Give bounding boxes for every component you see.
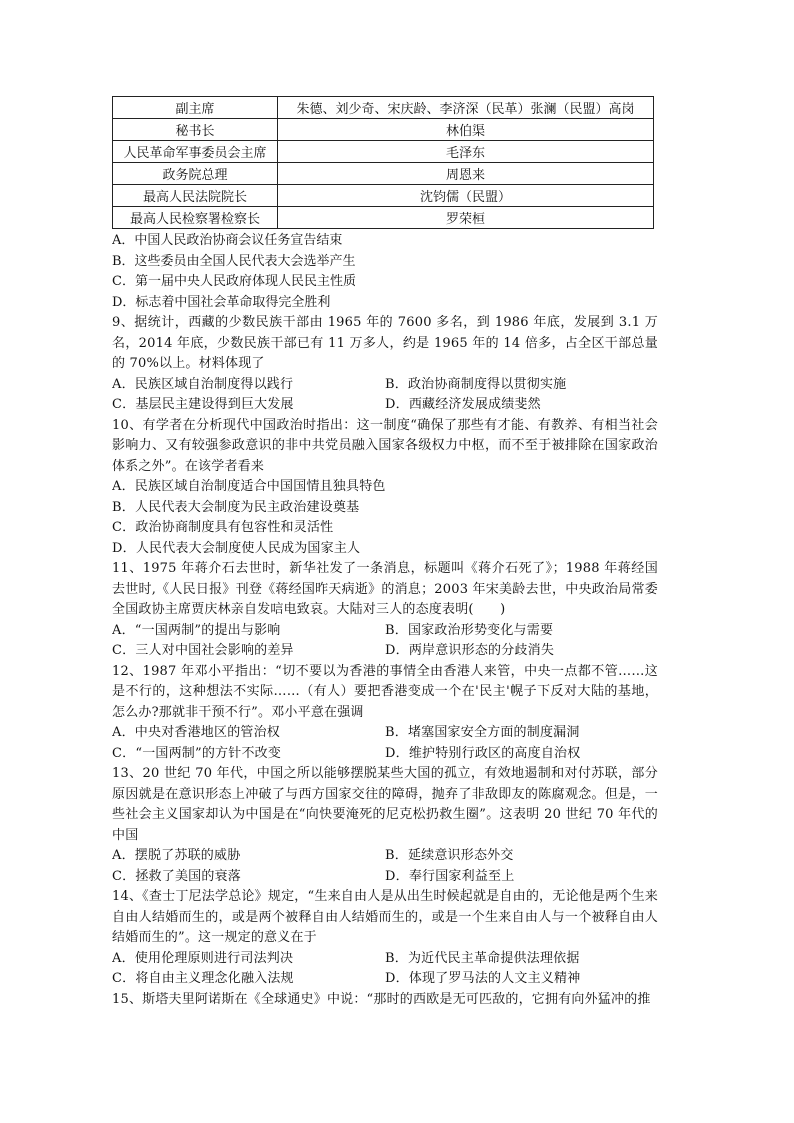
option-d[interactable]: D．两岸意识形态的分歧消失	[385, 643, 555, 658]
question-13	[112, 764, 658, 887]
table-row	[113, 119, 654, 141]
option-a[interactable]: A．使用伦理原则进行司法判决	[112, 950, 294, 966]
role-cell: 政务院总理	[113, 163, 278, 185]
question-14	[112, 887, 658, 990]
question-12	[112, 662, 658, 765]
option-a[interactable]: A．“一国两制”的提出与影响	[112, 622, 281, 638]
question-9	[112, 313, 658, 416]
option-c[interactable]: C．拯救了美国的衰落	[112, 868, 241, 884]
exam-page	[112, 96, 658, 1010]
option-c[interactable]: C．政治协商制度具有包容性和灵活性	[112, 520, 334, 535]
question-8-options	[112, 231, 658, 313]
question-11	[112, 559, 658, 662]
option-d[interactable]: D．体现了罗马法的人文主义精神	[385, 971, 581, 986]
table-row	[113, 141, 654, 163]
option-a[interactable]: A．中国人民政治协商会议任务宣告结束	[112, 233, 343, 248]
option-d[interactable]: D．标志着中国社会革命取得完全胜利	[112, 294, 331, 310]
role-cell: 副主席	[113, 97, 278, 119]
question-text: 14、《查士丁尼法学总论》规定，“生来自由人是从出生时候起就是自由的，无论他是两个生来自由人结婚而生的，或是两个被释自由人结婚而生的，或是一个生来自由人与一个被释自由人结婚而生的”。这一规定的意义在于	[112, 889, 658, 945]
option-c[interactable]: C．第一届中央人民政府体现人民民主性质	[112, 274, 356, 289]
table-row	[113, 163, 654, 185]
question-text: 15、斯塔夫里阿诺斯在《全球通史》中说：“那时的西欧是无可匹敌的，它拥有向外猛冲的推	[112, 991, 651, 1007]
option-b[interactable]: B．堵塞国家安全方面的制度漏洞	[385, 725, 580, 740]
option-d[interactable]: D．维护特别行政区的高度自治权	[385, 745, 581, 761]
names-cell: 沈钧儒（民盟）	[278, 185, 654, 207]
option-c[interactable]: C．“一国两制”的方针不改变	[112, 745, 282, 761]
option-a[interactable]: A．民族区域自治制度适合中国国情且独具特色	[112, 479, 386, 494]
role-cell: 最高人民检察署检察长	[113, 207, 278, 229]
names-cell: 毛泽东	[278, 141, 654, 163]
option-a[interactable]: A．中央对香港地区的管治权	[112, 725, 280, 740]
role-cell: 秘书长	[113, 119, 278, 141]
question-10	[112, 416, 658, 560]
table-row	[113, 207, 654, 229]
option-b[interactable]: B．政治协商制度得以贯彻实施	[385, 376, 567, 392]
names-cell: 罗荣桓	[278, 207, 654, 229]
option-c[interactable]: C．基层民主建设得到巨大发展	[112, 397, 294, 412]
table-row	[113, 97, 654, 119]
question-text: 10、有学者在分析现代中国政治时指出：这一制度“确保了那些有才能、有教养、有相当社会影响力、又有较强参政意识的非中共党员融入国家各级权力中枢，而不至于被排除在国家政治体系之外”。在该学者看来	[112, 417, 658, 474]
question-15	[112, 990, 658, 1011]
option-d[interactable]: D．西藏经济发展成绩斐然	[385, 397, 541, 412]
question-text: 13、20 世纪 70 年代，中国之所以能够摆脱某些大国的孤立，有效地遏制和对付苏联，部分原因就是在意识形态上冲破了与西方国家交往的障碍，抛弃了非敌即友的陈腐观念。但是，一些社会主义国家却认为中国是在“向快要淹死的尼克松扔救生圈”。这表明 20 世纪 70 年代的中国	[112, 766, 658, 843]
option-b[interactable]: B．延续意识形态外交	[385, 848, 514, 863]
role-cell: 最高人民法院院长	[113, 185, 278, 207]
question-text: 9、据统计，西藏的少数民族干部由 1965 年的 7600 多名，到 1986 年底，发展到 3.1 万名，2014 年底，少数民族干部已有 11 万多人，约是 1965 年的 14 倍多，占全区干部总量的 70%以上。材料体现了	[112, 315, 658, 371]
officials-table	[112, 96, 654, 229]
option-c[interactable]: C．将自由主义理念化融入法规	[112, 971, 294, 986]
names-cell: 朱德、刘少奇、宋庆龄、李济深（民革）张澜（民盟）高岗	[278, 97, 654, 119]
names-cell: 林伯渠	[278, 119, 654, 141]
question-text: 11、1975 年蒋介石去世时，新华社发了一条消息，标题叫《蒋介石死了》；1988 年蒋经国去世时,《人民日报》刊登《蒋经国昨天病逝》的消息；2003 年宋美龄去世，中央政治局常委全国政协主席贾庆林亲自发唁电致哀。大陆对三人的态度表明( )	[112, 561, 658, 617]
option-b[interactable]: B．为近代民主革命提供法理依据	[385, 950, 580, 966]
names-cell: 周恩来	[278, 163, 654, 185]
option-b[interactable]: B．国家政治形势变化与需要	[385, 622, 554, 638]
option-a[interactable]: A．民族区域自治制度得以践行	[112, 376, 294, 392]
option-b[interactable]: B．这些委员由全国人民代表大会选举产生	[112, 253, 356, 269]
option-b[interactable]: B．人民代表大会制度为民主政治建设奠基	[112, 499, 360, 515]
option-d[interactable]: D．奉行国家利益至上	[385, 868, 515, 884]
option-a[interactable]: A．摆脱了苏联的威胁	[112, 848, 241, 863]
option-c[interactable]: C．三人对中国社会影响的差异	[112, 643, 294, 658]
question-text: 12、1987 年邓小平指出：“切不要以为香港的事情全由香港人来管，中央一点都不管……这是不行的，这种想法不实际……（有人）要把香港变成一个在'民主'幌子下反对大陆的基地，怎么办?那就非干预不行”。邓小平意在强调	[112, 663, 658, 720]
table-row	[113, 185, 654, 207]
option-d[interactable]: D．人民代表大会制度使人民成为国家主人	[112, 540, 361, 556]
role-cell: 人民革命军事委员会主席	[113, 141, 278, 163]
